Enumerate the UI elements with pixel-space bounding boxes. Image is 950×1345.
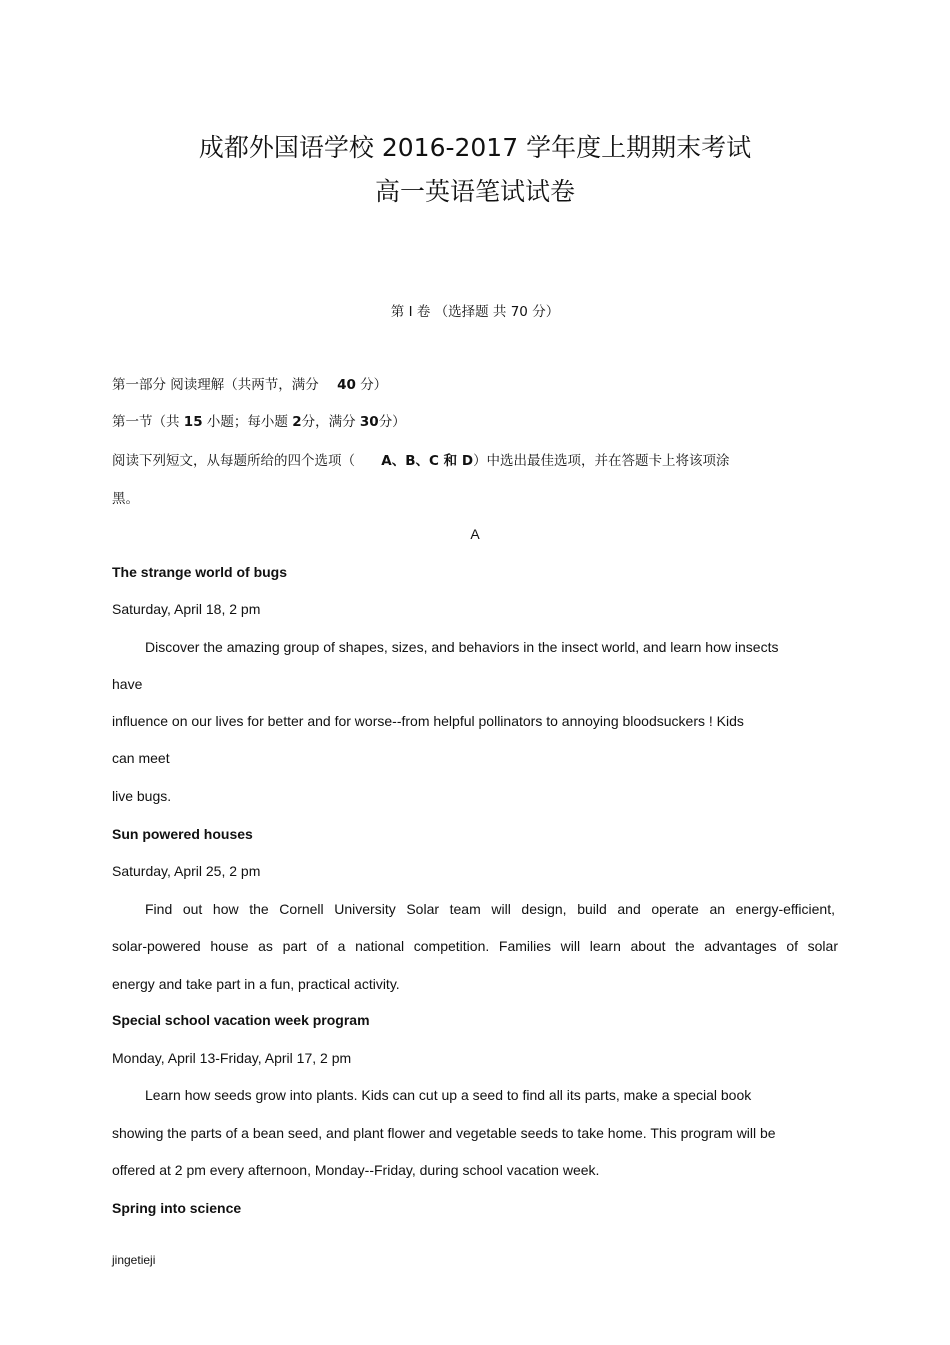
event-text-line: showing the parts of a bean seed, and plant flower and vegetable seeds to take home. This program will be [112,1125,776,1141]
event-date: Saturday, April 18, 2 pm [112,601,261,617]
event-text-line: can meet [112,750,170,766]
exam-subtitle: 高一英语笔试试卷 [374,177,575,206]
event-heading: Spring into science [112,1200,242,1216]
event-heading: The strange world of bugs [112,564,288,580]
event-heading: Sun powered houses [112,826,253,842]
direction-options: A、B、C 和 D [381,453,474,469]
section-mid2: 分，满分 [301,414,356,430]
section-mid: 小题；每小题 [206,414,288,430]
direction-instruction [112,449,730,469]
section-text: 第一节（共 [112,414,180,430]
section-total: 30 [359,414,379,430]
volume-label: 第 I 卷 （选择题 共 70 分） [390,304,560,320]
direction-start: 阅读下列短文，从每题所给的四个选项（ [112,453,355,469]
event-text-line: solar-powered house as part of a national competition. Families will learn about the advantages of solar [112,938,838,954]
section-count: 15 [183,414,203,430]
event-text-line: energy and take part in a fun, practical activity. [112,976,400,992]
event-text-line: offered at 2 pm every afternoon, Monday--Friday, during school vacation week. [112,1162,600,1178]
event-text-line: live bugs. [112,788,172,804]
event-text-line: Learn how seeds grow into plants. Kids can cut up a seed to find all its parts, make a special book [145,1087,752,1103]
passage-label: A [470,526,480,542]
event-date: Saturday, April 25, 2 pm [112,863,261,879]
part-points: 40 [337,377,356,393]
exam-title: 成都外国语学校 2016-2017 学年度上期期末考试 [198,133,752,162]
section-instruction [112,410,406,430]
direction-end: ）中选出最佳选项，并在答题卡上将该项涂 [473,453,730,469]
event-text-line: influence on our lives for better and for worse--from helpful pollinators to annoying bloodsuckers ! Kids [112,713,744,729]
part-text: 第一部分 阅读理解（共两节，满分 [112,377,319,393]
event-text-line: Discover the amazing group of shapes, sizes, and behaviors in the insect world, and learn how insects [145,639,779,655]
section-end: 分） [378,414,406,430]
event-date: Monday, April 13-Friday, April 17, 2 pm [112,1050,352,1066]
event-heading: Special school vacation week program [112,1012,370,1028]
event-text-line: have [112,676,143,692]
event-text-line: Find out how the Cornell University Solar team will design, build and operate an energy-efficient, [145,901,835,917]
part-end: 分） [360,377,388,393]
direction-wrap: 黑。 [112,491,139,507]
section-each: 2 [292,414,302,430]
footer-watermark: jingetieji [112,1253,156,1267]
part-instruction [112,373,387,393]
